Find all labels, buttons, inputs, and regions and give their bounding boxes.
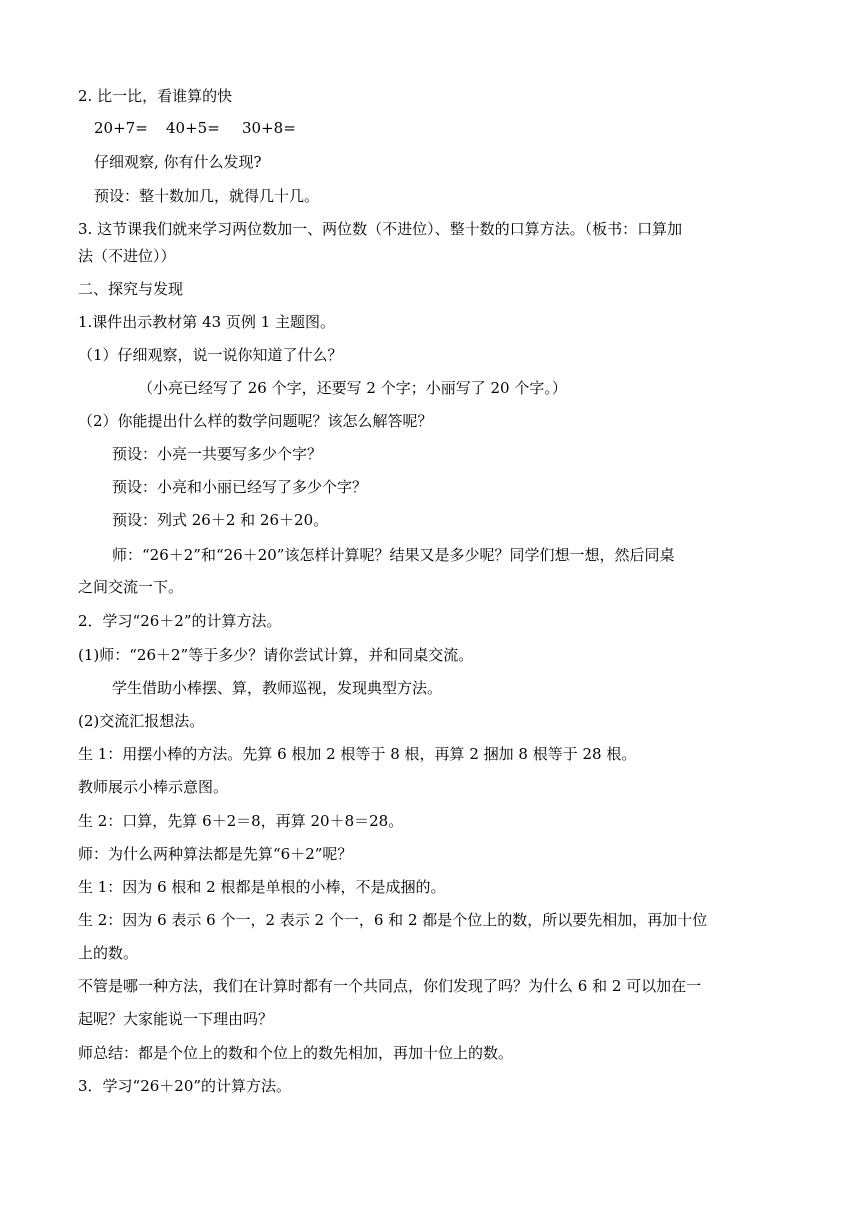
- question-1: （1）仔细观察，说一说你知道了什么？: [78, 346, 343, 364]
- student-1-reason: 生 1：因为 6 根和 2 根都是单根的小棒，不是成捆的。: [78, 878, 446, 896]
- section-heading-compare: 2. 比一比，看谁算的快: [78, 87, 233, 105]
- presumption-2: 预设：小亮和小丽已经写了多少个字？: [112, 478, 368, 496]
- courseware-line: 1.课件出示教材第 43 页例 1 主题图。: [78, 313, 336, 331]
- teacher-question-line-2: 之间交流一下。: [78, 578, 184, 596]
- student-activity: 学生借助小棒摆、算，教师巡视，发现典型方法。: [112, 679, 443, 697]
- teacher-summary: 师总结：都是个位上的数和个位上的数先相加，再加十位上的数。: [78, 1044, 514, 1062]
- expression-30-plus-8: 30+8=: [242, 119, 296, 137]
- student-1-method: 生 1：用摆小棒的方法。先算 6 根加 2 根等于 8 根，再算 2 捆加 8 根等于 28 根。: [78, 745, 637, 763]
- exchange-ideas: (2)交流汇报想法。: [78, 712, 205, 730]
- lesson-intro-line-1: 3. 这节课我们就来学习两位数加一、两位数（不进位）、整十数的口算方法。（板书：口算加: [78, 220, 683, 238]
- presumption-1: 预设：小亮一共要写多少个字？: [112, 445, 323, 463]
- teacher-question-line-1: 师：“26＋2”和“26＋20”该怎样计算呢？结果又是多少呢？同学们想一想，然后同桌: [112, 546, 675, 564]
- common-point-line-2: 起呢？大家能说一下理由吗？: [78, 1010, 274, 1028]
- expression-40-plus-5: 40+5=: [166, 119, 220, 137]
- subsection-26-plus-20: 3．学习“26＋20”的计算方法。: [78, 1077, 292, 1095]
- section-heading-explore: 二、探究与发现: [78, 280, 184, 298]
- observation-question: 仔细观察, 你有什么发现?: [94, 153, 262, 171]
- student-2-method: 生 2：口算，先算 6＋2＝8，再算 20＋8＝28。: [78, 812, 404, 830]
- common-point-line-1: 不管是哪一种方法，我们在计算时都有一个共同点，你们发现了吗？为什么 6 和 2 可以加在一: [78, 977, 702, 995]
- teacher-ask: (1)师：“26＋2”等于多少？请你尝试计算，并和同桌交流。: [78, 646, 474, 664]
- subsection-26-plus-2: 2．学习“26＋2”的计算方法。: [78, 612, 282, 630]
- student-2-reason-line-1: 生 2：因为 6 表示 6 个一，2 表示 2 个一，6 和 2 都是个位上的数，所以要先相加，再加十位: [78, 911, 708, 929]
- teacher-show: 教师展示小棒示意图。: [78, 778, 229, 796]
- student-2-reason-line-2: 上的数。: [78, 944, 139, 962]
- question-2: （2）你能提出什么样的数学问题呢？该怎么解答呢？: [78, 412, 433, 430]
- lesson-intro-line-2: 法（不进位））: [78, 247, 176, 265]
- answer-1: （小亮已经写了 26 个字，还要写 2 个字；小丽写了 20 个字。）: [138, 379, 567, 397]
- presumption-3: 预设：列式 26＋2 和 26＋20。: [112, 511, 329, 529]
- expression-20-plus-7: 20+7=: [94, 119, 148, 137]
- teacher-why: 师：为什么两种算法都是先算“6＋2”呢？: [78, 845, 353, 863]
- presumption-line: 预设：整十数加几，就得几十几。: [94, 187, 320, 205]
